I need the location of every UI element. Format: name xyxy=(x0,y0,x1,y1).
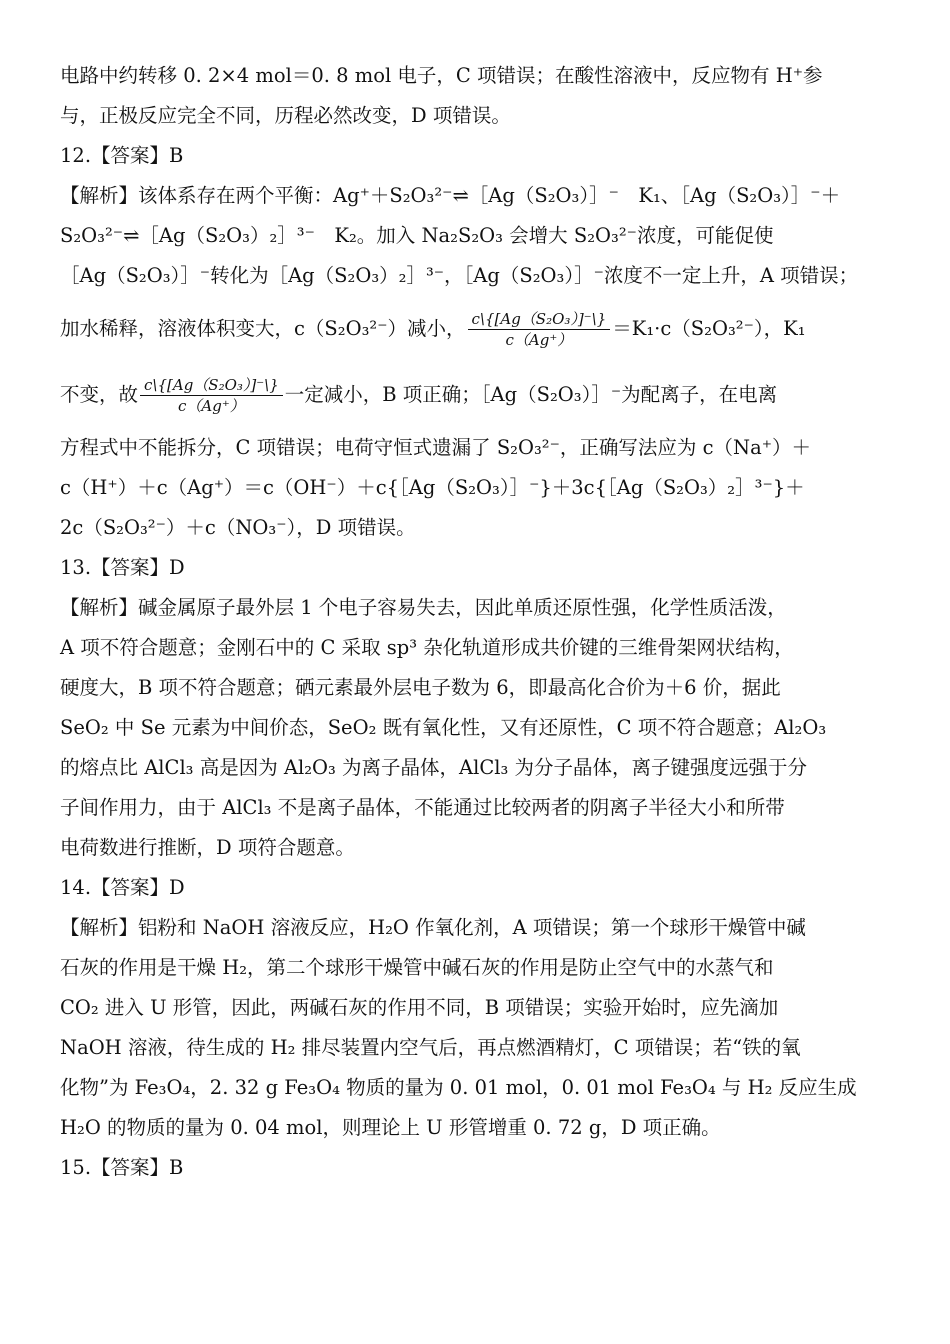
answer-heading-15: 15.【答案】B xyxy=(60,1156,184,1179)
text-line: 2c（S₂O₃²⁻）＋c（NO₃⁻），D 项错误。 xyxy=(60,516,416,539)
fraction-numerator: c\{[Ag（S₂O₃）]⁻\} xyxy=(140,375,283,396)
text-line: 【解析】该体系存在两个平衡：Ag⁺＋S₂O₃²⁻⇌［Ag（S₂O₃）］⁻ K₁、［Ag（S₂O₃）］⁻＋ xyxy=(60,184,841,207)
text-line: NaOH 溶液，待生成的 H₂ 排尽装置内空气后，再点燃酒精灯，C 项错误；若“铁的氧 xyxy=(60,1036,801,1059)
fraction-denominator: c（Ag⁺） xyxy=(178,396,245,415)
text-span: ＝K₁·c（S₂O₃²⁻），K₁ xyxy=(612,317,806,340)
text-line: 硬度大，B 项不符合题意；硒元素最外层电子数为 6，即最高化合价为＋6 价，据此 xyxy=(60,676,781,699)
fraction-denominator: c（Ag⁺） xyxy=(505,330,573,349)
text-line: 子间作用力，由于 AlCl₃ 不是离子晶体，不能通过比较两者的阴离子半径大小和所带 xyxy=(60,796,785,819)
document-page xyxy=(60,56,890,1188)
fraction-numerator: c\{[Ag（S₂O₃）]⁻\} xyxy=(468,309,611,330)
text-line: ［Ag（S₂O₃）］⁻转化为［Ag（S₂O₃）₂］³⁻，［Ag（S₂O₃）］⁻浓度不一定上升，A 项错误； xyxy=(60,264,859,287)
answer-heading-13: 13.【答案】D xyxy=(60,556,185,579)
fraction xyxy=(140,375,283,416)
text-line: 电路中约转移 0. 2×4 mol＝0. 8 mol 电子，C 项错误；在酸性溶液中，反应物有 H⁺参 xyxy=(60,64,823,87)
answer-heading-12: 12.【答案】B xyxy=(60,144,184,167)
text-line: c（H⁺）＋c（Ag⁺）＝c（OH⁻）＋c{［Ag（S₂O₃）］⁻}＋3c{［Ag（S₂O₃）₂］³⁻}＋ xyxy=(60,476,805,499)
text-line: 与，正极反应完全不同，历程必然改变，D 项错误。 xyxy=(60,104,511,127)
text-line: CO₂ 进入 U 形管，因此，两碱石灰的作用不同，B 项错误；实验开始时，应先滴加 xyxy=(60,996,779,1019)
text-line: 石灰的作用是干燥 H₂，第二个球形干燥管中碱石灰的作用是防止空气中的水蒸气和 xyxy=(60,956,774,979)
text-line: A 项不符合题意；金刚石中的 C 采取 sp³ 杂化轨道形成共价键的三维骨架网状结构， xyxy=(60,636,794,659)
text-line: SeO₂ 中 Se 元素为中间价态，SeO₂ 既有氧化性，又有还原性，C 项不符合题意；Al₂O₃ xyxy=(60,716,827,739)
text-line: 的熔点比 AlCl₃ 高是因为 Al₂O₃ 为离子晶体，AlCl₃ 为分子晶体，离子键强度远强于分 xyxy=(60,756,808,779)
text-line: 【解析】碱金属原子最外层 1 个电子容易失去，因此单质还原性强，化学性质活泼， xyxy=(60,596,787,619)
answer-heading-14: 14.【答案】D xyxy=(60,876,185,899)
text-span: 不变，故 xyxy=(60,383,139,406)
text-span: 一定减小，B 项正确；［Ag（S₂O₃）］⁻为配离子，在电离 xyxy=(284,383,778,406)
formula-line xyxy=(60,296,890,362)
text-line: S₂O₃²⁻⇌［Ag（S₂O₃）₂］³⁻ K₂。加入 Na₂S₂O₃ 会增大 S₂O₃²⁻浓度，可能促使 xyxy=(60,224,774,247)
text-line: 化物”为 Fe₃O₄，2. 32 g Fe₃O₄ 物质的量为 0. 01 mol，0. 01 mol Fe₃O₄ 与 H₂ 反应生成 xyxy=(60,1076,857,1099)
text-line: H₂O 的物质的量为 0. 04 mol，则理论上 U 形管增重 0. 72 g，D 项正确。 xyxy=(60,1116,721,1139)
fraction xyxy=(468,309,611,350)
text-line: 电荷数进行推断，D 项符合题意。 xyxy=(60,836,355,859)
text-span: 加水稀释，溶液体积变大，c（S₂O₃²⁻）减小， xyxy=(60,317,466,340)
text-line: 【解析】铝粉和 NaOH 溶液反应，H₂O 作氧化剂，A 项错误；第一个球形干燥管中碱 xyxy=(60,916,806,939)
formula-line xyxy=(60,362,890,428)
text-line: 方程式中不能拆分，C 项错误；电荷守恒式遗漏了 S₂O₃²⁻，正确写法应为 c（Na⁺）＋ xyxy=(60,436,812,459)
